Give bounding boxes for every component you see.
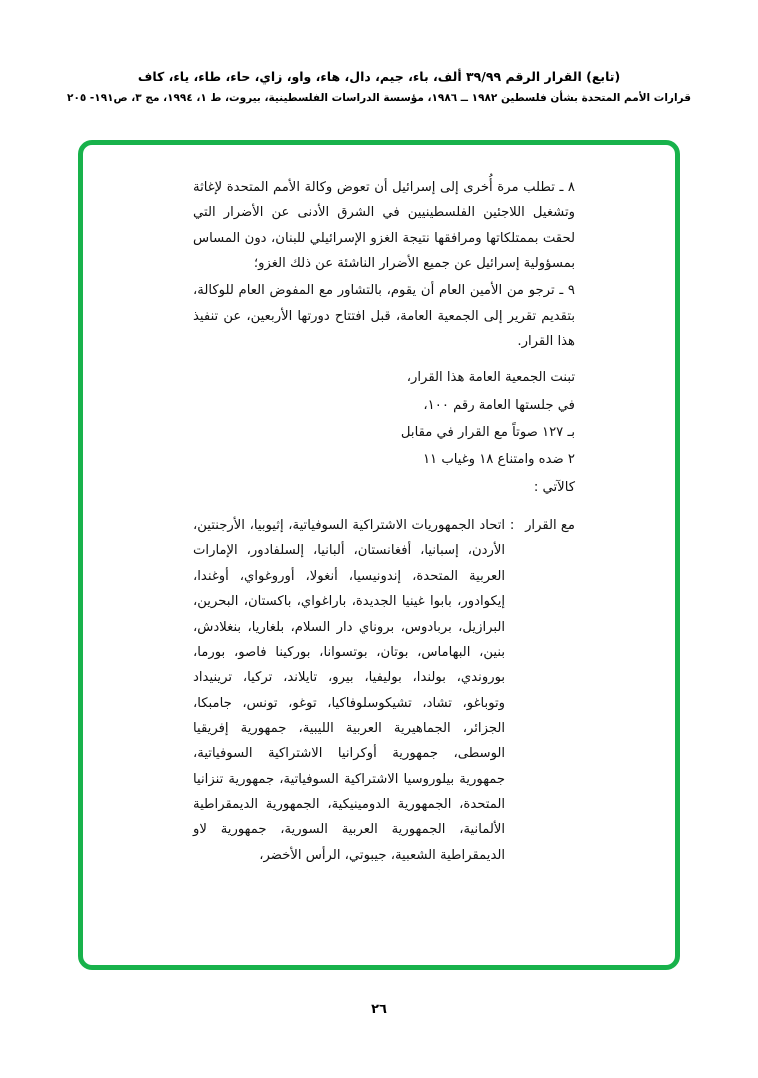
vote-colon: : <box>509 518 515 534</box>
paragraph-8: ٨ ـ تطلب مرة أُخرى إلى إسرائيل أن تعوض وكالة الأمم المتحدة لإغاثة وتشغيل اللاجئين الفلسطينيين في الشرق الأدنى عن الأضرار التي لحقت بممتلكاتها ومرافقها نتيجة الغزو الإسرائيلي للبنان، دون المساس بمسؤولية إسرائيل عن جميع الأضرار الناشئة عن ذلك الغزو؛ <box>193 180 575 272</box>
adoption-line-1: تبنت الجمعية العامة هذا القرار، <box>406 370 575 386</box>
green-border-frame <box>78 140 680 970</box>
header-title: (تابع) القرار الرقم ٣٩/٩٩ ألف، باء، جيم، دال، هاء، واو، زاي، حاء، طاء، ياء، كاف <box>137 69 621 84</box>
vote-country-list: اتحاد الجمهوريات الاشتراكية السوفياتية، إثيوبيا، الأرجنتين، الأردن، إسبانيا، أفغانستان، ألبانيا، إلسلفادور، الإمارات العربية المتحدة، إندونيسيا، أنغولا، أوروغواي، أوغندا، إيكوادور، بابوا غينيا الجديدة، باراغواي، باكستان، البحرين، البرازيل، بربادوس، بروناي دار السلام، بلغاريا، بنغلادش، بنين، البهاماس، بوتان، بوتسوانا، بوركينا فاصو، بورما، بوروندي، بولندا، بوليفيا، بيرو، تايلاند، تركيا، ترينيداد وتوباغو، تشاد، تشيكوسلوفاكيا، توغو، تونس، جامبكا، الجزائر، الجماهيرية العربية الليبية، جمهورية إفريقيا الوسطى، جمهورية أوكرانيا الاشتراكية السوفياتية، جمهورية بيلوروسيا الاشتراكية السوفياتية، جمهورية تنزانيا المتحدة، الجمهورية الدومينيكية، الجمهورية الديمقراطية الألمانية، الجمهورية العربية السورية، جمهورية لاو الديمقراطية الشعبية، جيبوتي، الرأس الأخضر، <box>193 518 506 863</box>
vote-in-favour-block <box>193 513 575 868</box>
spacer <box>193 502 575 511</box>
document-body <box>193 175 575 868</box>
paragraph-9: ٩ ـ ترجو من الأمين العام أن يقوم، بالتشاور مع المفوض العام للوكالة، بتقديم تقرير إلى الجمعية العامة، قبل افتتاح دورتها الأربعين، عن تنفيذ هذا القرار. <box>193 283 575 350</box>
vote-label: مع القرار <box>525 518 575 534</box>
page-header <box>0 68 758 106</box>
adoption-line-4: ٢ ضده وامتناع ١٨ وغياب ١١ <box>422 452 575 468</box>
page-number: ٢٦ <box>371 1002 387 1017</box>
header-subtitle: قرارات الأمم المتحدة بشأن فلسطين ١٩٨٢ ــ ١٩٨٦، مؤسسة الدراسات الفلسطينية، بيروت، ط ١، ١٩٩٤، مج ٣، ص١٩١- ٢٠٥ <box>67 92 691 105</box>
adoption-line-3: بـ ١٢٧ صوتاً مع القرار في مقابل <box>400 425 575 441</box>
adoption-line-2: في جلستها العامة رقم ١٠٠، <box>423 397 575 413</box>
spacer <box>193 356 575 365</box>
adoption-line-5: كالآتي : <box>533 479 575 495</box>
